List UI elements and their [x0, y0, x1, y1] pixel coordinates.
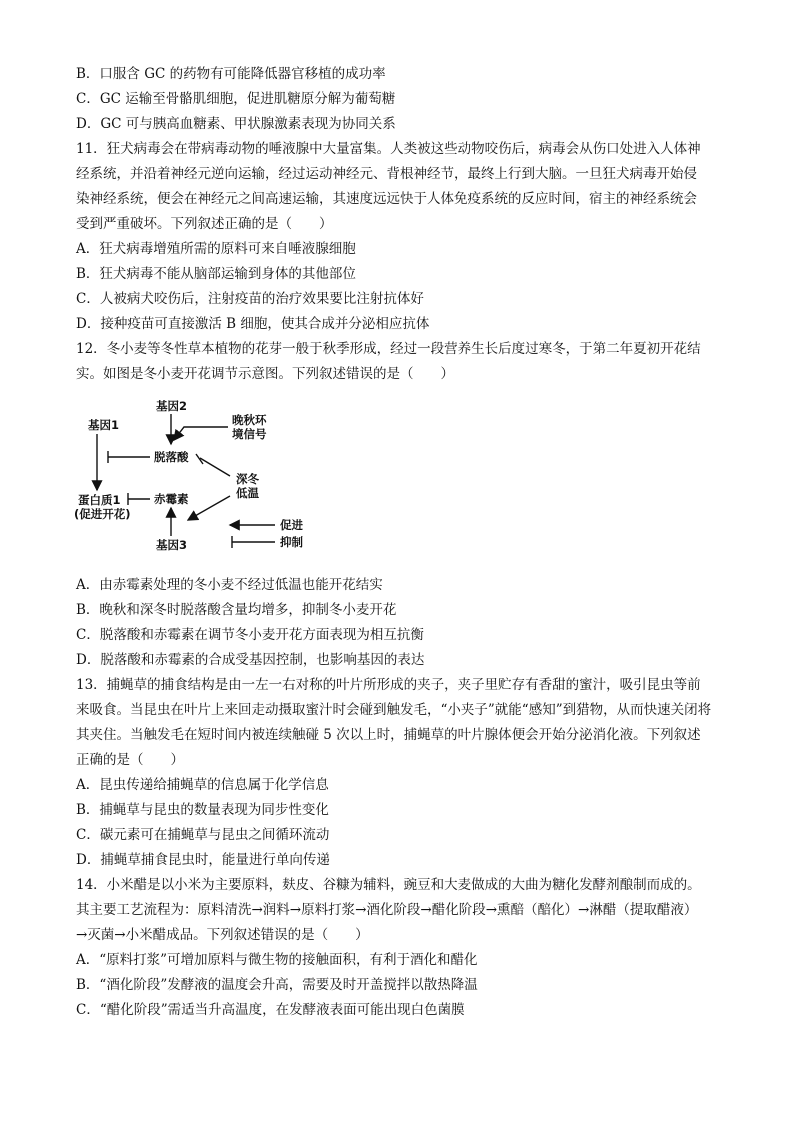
q12-option-c: C．脱落酸和赤霉素在调节冬小麦开花方面表现为相互抗衡 — [76, 627, 424, 643]
q13-option-a: A．昆虫传递给捕蝇草的信息属于化学信息 — [76, 777, 329, 793]
q10-option-d: D．GC 可与胰高血糖素、甲状腺激素表现为协同关系 — [76, 116, 396, 132]
q11-stem-line: 11．狂犬病毒会在带病毒动物的唾液腺中大量富集。人类被这些动物咬伤后，病毒会从伤口处进入人体神 — [76, 141, 701, 157]
q12-option-b: B．晚秋和深冬时脱落酸含量均增多，抑制冬小麦开花 — [76, 602, 397, 618]
label-autumn-signal: 境信号 — [232, 427, 267, 441]
q12-option-d: D．脱落酸和赤霉素的合成受基因控制，也影响基因的表达 — [76, 652, 425, 668]
q13-option-b: B．捕蝇草与昆虫的数量表现为同步性变化 — [76, 802, 329, 818]
q10-option-b: B．口服含 GC 的药物有可能降低器官移植的成功率 — [76, 66, 386, 82]
arrow-winter-to-ga — [188, 496, 230, 520]
q13-stem-line: 13．捕蝇草的捕食结构是由一左一右对称的叶片所形成的夹子，夹子里贮存有香甜的蜜汁，吸引昆虫等前 — [76, 677, 701, 693]
q13-option-d: D．捕蝇草捕食昆虫时，能量进行单向传递 — [76, 852, 330, 868]
q13-stem-line: 其夹住。当触发毛在短时间内被连续触碰 5 次以上时，捕蝇草的叶片腺体便会开始分泌消化液。下列叙述 — [76, 727, 701, 743]
flowering-regulation-diagram — [70, 396, 330, 556]
arrow-autumn-to-aba — [174, 427, 228, 440]
q11-option-a: A．狂犬病毒增殖所需的原料可来自唾液腺细胞 — [76, 241, 356, 257]
q11-stem-line: 染神经系统，便会在神经元之间高速运输，其速度远远快于人体免疫系统的反应时间，宿主的神经系统会 — [76, 191, 697, 207]
q12-stem-line: 实。如图是冬小麦开花调节示意图。下列叙述错误的是（ ） — [76, 366, 454, 382]
label-gene3: 基因3 — [156, 538, 188, 552]
q14-option-a: A．“原料打浆”可增加原料与微生物的接触面积，有利于酒化和醋化 — [76, 952, 478, 968]
label-deep-winter: 低温 — [236, 486, 259, 500]
q14-stem-line: →灭菌→小米醋成品。下列叙述错误的是（ ） — [76, 927, 369, 943]
q13-stem-line: 来吸食。当昆虫在叶片上来回走动摄取蜜汁时会碰到触发毛，“小夹子”就能“感知”到猎物，从而快速关闭将 — [76, 702, 712, 718]
q11-option-b: B．狂犬病毒不能从脑部运输到身体的其他部位 — [76, 266, 356, 282]
label-gibberellin: 赤霉素 — [154, 492, 189, 506]
label-deep-winter: 深冬 — [236, 472, 259, 486]
legend-inhibit-label: 抑制 — [280, 535, 303, 549]
q10-option-c: C．GC 运输至骨骼肌细胞，促进肌糖原分解为葡萄糖 — [76, 91, 396, 107]
label-abscisic-acid: 脱落酸 — [154, 450, 189, 464]
q14-stem-line: 14．小米醋是以小米为主要原料，麸皮、谷糠为辅料，豌豆和大麦做成的大曲为糖化发酵剂酿制而成的。 — [76, 877, 701, 893]
label-autumn-signal: 晚秋环 — [232, 413, 267, 427]
q14-option-c: C．“醋化阶段”需适当升高温度，在发酵液表面可能出现白色菌膜 — [76, 1002, 465, 1018]
q11-option-d: D．接种疫苗可直接激活 B 细胞，使其合成并分泌相应抗体 — [76, 316, 430, 332]
label-protein1-note: (促进开花) — [74, 507, 131, 521]
label-gene1: 基因1 — [88, 418, 120, 432]
q11-stem-line: 经系统，并沿着神经元逆向运输，经过运动神经元、背根神经节，最终上行到大脑。一旦狂犬病毒开始侵 — [76, 166, 697, 182]
legend-promote-label: 促进 — [280, 518, 303, 532]
label-protein1: 蛋白质1 — [78, 493, 121, 507]
q13-option-c: C．碳元素可在捕蝇草与昆虫之间循环流动 — [76, 827, 330, 843]
inhibit-winter-to-aba — [200, 458, 230, 476]
q11-option-c: C．人被病犬咬伤后，注射疫苗的治疗效果要比注射抗体好 — [76, 291, 424, 307]
q11-stem-line: 受到严重破坏。下列叙述正确的是（ ） — [76, 216, 333, 232]
q12-option-a: A．由赤霉素处理的冬小麦不经过低温也能开花结实 — [76, 577, 383, 593]
q14-option-b: B．“酒化阶段”发酵液的温度会升高，需要及时开盖搅拌以散热降温 — [76, 977, 478, 993]
label-gene2: 基因2 — [156, 399, 188, 413]
q14-stem-line: 其主要工艺流程为：原料清洗→润料→原料打浆→酒化阶段→醋化阶段→熏醅（醅化）→淋醋（提取醋液） — [76, 902, 698, 918]
q13-stem-line: 正确的是（ ） — [76, 752, 184, 768]
q12-stem-line: 12．冬小麦等冬性草本植物的花芽一般于秋季形成，经过一段营养生长后度过寒冬，于第二年夏初开花结 — [76, 341, 701, 357]
